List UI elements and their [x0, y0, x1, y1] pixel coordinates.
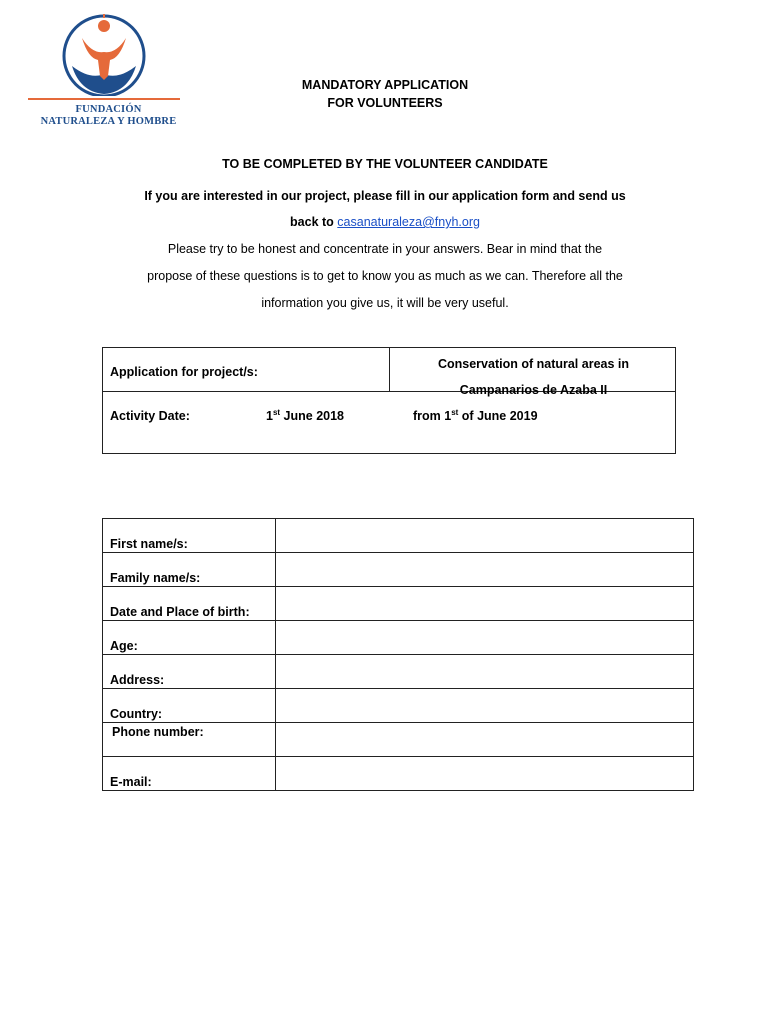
logo-emblem-icon [58, 14, 150, 96]
end-day-suffix: st [451, 407, 459, 417]
email-field[interactable] [276, 757, 694, 791]
logo-text [36, 104, 181, 128]
intro-line-2 [60, 215, 710, 229]
end-prefix: from 1 [413, 409, 452, 423]
end-month-year: of June 2019 [458, 409, 538, 423]
activity-date-label: Activity Date: [110, 409, 190, 423]
form-row [103, 723, 694, 757]
birth-date-place-label: Date and Place of birth: [103, 587, 276, 621]
intro-paragraph-line-2: propose of these questions is to get to know you as much as we can. Therefore all the [147, 269, 623, 283]
logo-line-1: FUNDACIÓN [75, 104, 142, 115]
address-field[interactable] [276, 655, 694, 689]
intro-line-1: If you are interested in our project, please fill in our application form and send us [144, 189, 626, 203]
project-name-line-1: Conservation of natural areas in [437, 357, 630, 371]
start-month-year: June 2018 [280, 409, 345, 423]
birth-date-place-field[interactable] [276, 587, 694, 621]
project-name-line-2: Campanarios de Azaba II [459, 383, 608, 397]
email-link[interactable]: casanaturaleza@fnyh.org [337, 215, 480, 229]
title-line-1: MANDATORY APPLICATION [301, 78, 469, 92]
family-name-label: Family name/s: [103, 553, 276, 587]
address-label: Address: [103, 655, 276, 689]
form-row [103, 553, 694, 587]
form-row [103, 655, 694, 689]
phone-number-field[interactable] [276, 723, 694, 757]
form-row [103, 519, 694, 553]
age-label: Age: [103, 621, 276, 655]
form-row [103, 621, 694, 655]
project-name [390, 351, 677, 403]
logo-line-2: NATURALEZA Y HOMBRE [40, 116, 177, 127]
logo-divider [28, 98, 180, 100]
activity-start-date [266, 409, 344, 423]
form-row [103, 757, 694, 791]
age-field[interactable] [276, 621, 694, 655]
page-title [235, 76, 535, 112]
project-box [102, 347, 676, 454]
phone-number-label: Phone number: [103, 723, 276, 757]
country-field[interactable] [276, 689, 694, 723]
activity-end-date [413, 409, 538, 423]
start-day-suffix: st [272, 407, 281, 417]
project-label: Application for project/s: [110, 365, 258, 379]
first-name-field[interactable] [276, 519, 694, 553]
email-label: E-mail: [103, 757, 276, 791]
country-label: Country: [103, 689, 276, 723]
intro-line-2-prefix: back to [290, 215, 338, 229]
applicant-form [102, 518, 694, 791]
title-line-2: FOR VOLUNTEERS [327, 96, 443, 110]
family-name-field[interactable] [276, 553, 694, 587]
organization-logo [28, 14, 183, 132]
first-name-label: First name/s: [103, 519, 276, 553]
form-row [103, 587, 694, 621]
section-heading: TO BE COMPLETED BY THE VOLUNTEER CANDIDATE [222, 157, 548, 171]
form-row [103, 689, 694, 723]
intro-paragraph-line-3: information you give us, it will be very useful. [261, 296, 509, 310]
start-day: 1 [266, 409, 273, 423]
intro-paragraph-line-1: Please try to be honest and concentrate in your answers. Bear in mind that the [167, 242, 603, 256]
